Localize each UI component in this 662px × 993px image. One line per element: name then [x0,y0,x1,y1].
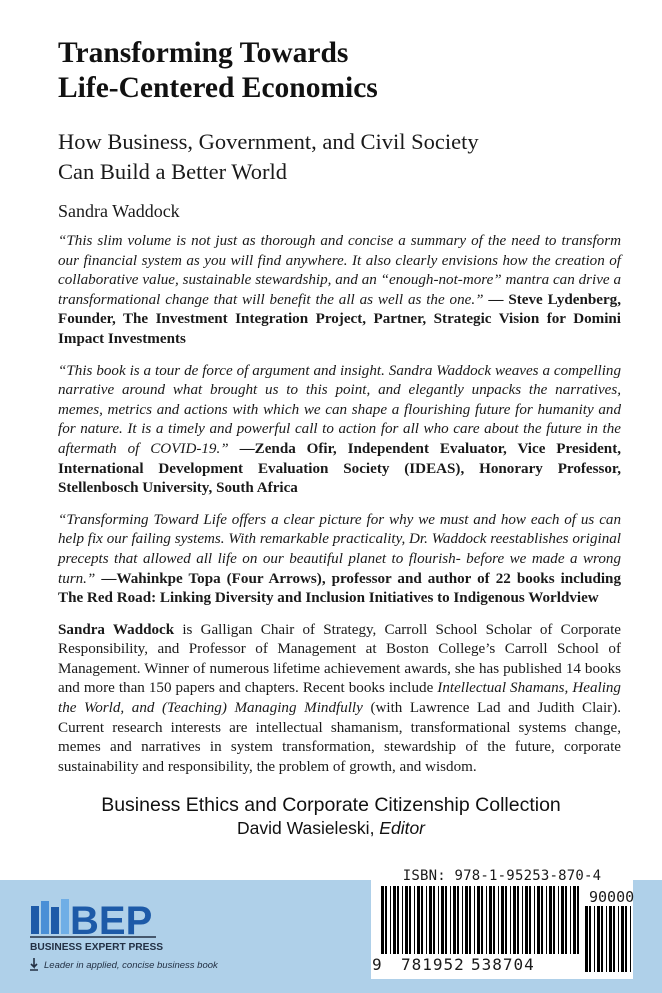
barcode-bar [577,886,579,954]
cover-text [58,232,621,789]
barcode-bar [477,886,480,954]
barcode-bar [441,886,444,954]
endorsement [58,362,621,499]
book-subtitle [58,127,479,187]
author-name: Sandra Waddock [58,201,180,221]
barcode-bar [517,886,519,954]
endorsement [58,232,621,350]
barcode-bar [558,886,559,954]
title-line-1: Transforming Towards [58,37,349,69]
barcode-bar [426,886,427,954]
barcode-bar [474,886,475,954]
barcode-bar [405,886,408,954]
barcode-bar [570,886,571,954]
bio-name: Sandra Waddock [58,621,175,638]
barcode-bar [529,886,531,954]
endorsement-attribution: —Wahinkpe Topa (Four Arrows), professor and author of 22 books including The Red Road: Linking Diversity and Inclusion Initiatives to Indigenous Worldview [58,570,621,607]
barcode-bar [594,906,595,972]
book-title [58,36,378,106]
barcode-bar [553,886,555,954]
barcode-bar [493,886,495,954]
download-icon [30,958,38,970]
editor-role: Editor [379,818,426,838]
barcode-bar [381,886,384,954]
bio-text: (with Lawrence Lad and Judith Clair). Current research interests are intellectual shamanism, transformational systems change, memes and narratives in system transformation, stewardship of the future, corporate sustainability and responsibility, the problem of growth, and wisdom. [58,700,621,775]
barcode-bar [589,906,591,972]
barcode-bar [486,886,487,954]
barcode-bar [601,906,603,972]
barcode-bar [429,886,432,954]
barcode-addon-digits: 90000 [589,888,635,906]
barcode-bar [546,886,547,954]
barcode-bar [609,906,612,972]
barcode-bar [469,886,471,954]
series-title: Business Ethics and Corporate Citizenship Collection [101,794,561,816]
barcode-bar [561,886,564,954]
barcode-bar [498,886,499,954]
barcode-bar [549,886,552,954]
subtitle-line-2: Can Build a Better World [58,159,287,184]
series-editor [0,817,662,839]
barcode-bar [393,886,396,954]
barcode-bar [525,886,528,954]
barcode-bar [534,886,535,954]
barcode-bar [445,886,447,954]
isbn-label: ISBN: 978-1-95253-870-4 [402,868,602,884]
barcode-bar [421,886,423,954]
endorsement-quote: “Transforming Toward Life offers a clear picture for why we must and how each of us can help fix our failing systems. With remarkable practicality, Dr. Waddock reestablishes original precepts that allowed all life on our beautiful planet to flourish- before we made a wrong turn.” [58,511,621,587]
barcode-bar [402,886,403,954]
barcode-bar [438,886,439,954]
barcode-bar [625,906,627,972]
endorsement-attribution: — Steve Lydenberg, Founder, The Investment Integration Project, Partner, Strategic Vision for Domini Impact Investments [58,291,622,347]
barcode-bar [417,886,420,954]
bio-text: is Galligan Chair of Strategy, Carroll School Scholar of Corporate Responsibility, and Professor of Management at Boston College’s Carroll School of Management. Winner of numerous lifetime achievement awards, she has published 14 books and more than 150 papers and chapters. Recent books include [58,621,621,697]
barcode-digits-left: 781952 [401,955,465,974]
book-spine-icon [41,901,49,934]
barcode-bar [606,906,607,972]
barcode-bar [465,886,468,954]
barcode-bar [450,886,451,954]
editor-name: David Wasieleski, [236,818,380,838]
barcode-bar [489,886,492,954]
publisher-logo-graphic [28,898,218,986]
book-spine-icon [51,907,59,934]
author-bio [58,621,621,778]
barcode-bar [457,886,459,954]
barcode-bar [537,886,540,954]
endorsement [58,511,621,609]
endorsement-quote: “This book is a tour de force of argument and insight. Sandra Waddock weaves a compelling narrative around what brought us to this point, and elegantly unpacks the narratives, memes, metrics and actions with which we can shape a flourishing future for humanity and for nature. It is a timely and powerful call to action for all who care about the future in the aftermath of COVID-19.” [58,362,621,457]
barcode-bar [585,906,588,972]
barcode-bar [453,886,456,954]
barcode-digits-right: 538704 [471,955,535,974]
isbn-barcode [371,866,633,979]
barcode-bar [390,886,391,954]
barcode-bar [409,886,411,954]
barcode-bar [433,886,435,954]
series-block [0,793,662,839]
barcode-bar [613,906,615,972]
barcode-bar [621,906,624,972]
barcode-bar [385,886,387,954]
endorsement-quote: “This slim volume is not just as thorough and concise a summary of the need to transform our financial system as you will find anywhere. It also clearly envisions how the creation of collaborative value, sustainable stewardship, and an “enough-not-more” mantra can drive a transformational change that will benefit the all as well as the one.” [58,233,621,308]
barcode-bar [501,886,504,954]
publisher-logo-text: BEP [70,899,153,943]
book-spine-icon [31,906,39,934]
subtitle-line-1: How Business, Government, and Civil Society [58,129,479,154]
barcode-bar [541,886,543,954]
barcode-bar [573,886,576,954]
barcode-bar [462,886,463,954]
title-line-2: Life-Centered Economics [58,72,378,104]
barcode-bar [597,906,600,972]
bio-book-titles: Intellectual Shamans, Healing the World, and (Teaching) Managing Mindfully [58,680,621,717]
barcode-bar [414,886,415,954]
barcode-bar [522,886,523,954]
barcode-bar [505,886,507,954]
publisher-logo [28,898,218,986]
barcode-digit-first: 9 [372,955,382,974]
endorsement-attribution: —Zenda Ofir, Independent Evaluator, Vice President, International Development Evaluation Society (IDEAS), Honorary Professor, Stellenbosch University, South Africa [58,440,621,497]
barcode-bar [481,886,483,954]
barcode-bar [510,886,511,954]
barcode-bar [397,886,399,954]
barcode-bar [630,906,631,972]
barcode-bar [565,886,567,954]
book-spine-icon [61,899,69,934]
publisher-tagline: Leader in applied, concise business books [44,960,218,971]
publisher-name: BUSINESS EXPERT PRESS [30,942,164,953]
barcode-bar [513,886,516,954]
barcode-bar [618,906,619,972]
